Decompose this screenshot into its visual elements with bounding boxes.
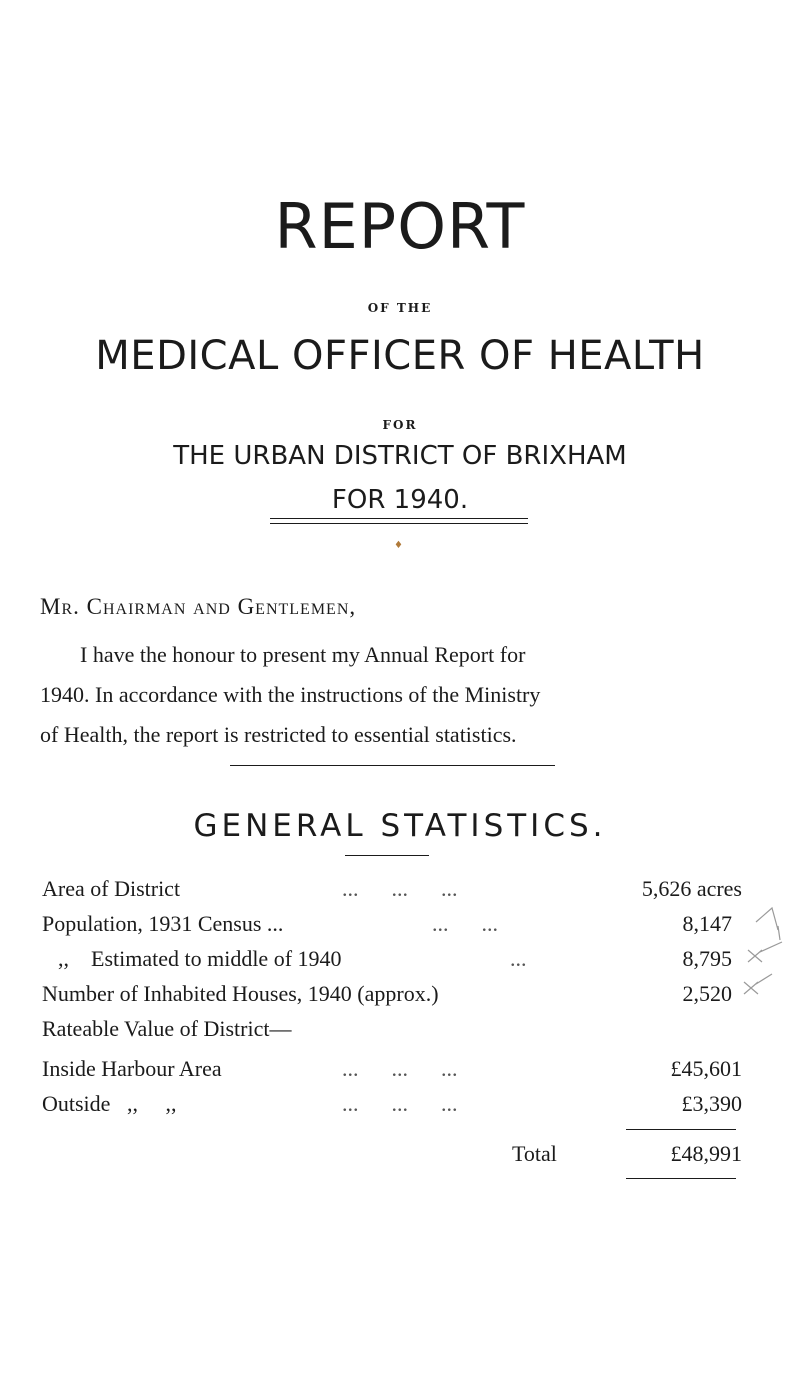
salutation: Mr. Chairman and Gentlemen, — [40, 594, 357, 619]
for-caption: FOR — [382, 418, 418, 432]
row-leader: ... ... ... — [342, 1091, 458, 1116]
total-rule-bottom — [626, 1178, 736, 1179]
pencil-tick-2 — [778, 926, 780, 940]
row-value: £3,390 — [681, 1091, 742, 1116]
letter-line-3: of Health, the report is restricted to essential statistics. — [40, 722, 517, 747]
stats-row-population-1931 — [42, 904, 742, 944]
row-leader: ... ... ... — [342, 1056, 458, 1081]
stats-row-total — [42, 1134, 742, 1174]
stats-heading: GENERAL STATISTICS. — [193, 808, 607, 844]
pencil-tick-1 — [756, 908, 778, 930]
stats-row-houses — [42, 974, 742, 1014]
stats-row-area — [42, 869, 742, 909]
heading-underline — [345, 855, 429, 856]
row-leader: ... ... ... — [342, 876, 458, 901]
letter-line-2: 1940. In accordance with the instructions of the Ministry — [40, 682, 541, 707]
row-value: 8,147 — [682, 911, 732, 936]
pencil-cross-2 — [744, 974, 772, 994]
of-the-caption: OF THE — [367, 301, 433, 315]
row-label: Number of Inhabited Houses, 1940 (approx.) — [42, 981, 439, 1006]
row-label: ,, Estimated to middle of 1940 — [58, 946, 342, 971]
row-value: 8,795 — [682, 946, 732, 971]
row-label: Population, 1931 Census ... — [42, 911, 284, 936]
row-label: Area of District — [42, 876, 181, 901]
report-title: REPORT — [274, 190, 526, 263]
pencil-marks — [742, 900, 800, 1000]
row-value: 2,520 — [682, 981, 732, 1006]
officer-title: MEDICAL OFFICER OF HEALTH — [95, 333, 705, 379]
district-title: THE URBAN DISTRICT OF BRIXHAM — [173, 441, 627, 471]
row-value: 5,626 acres — [641, 876, 742, 901]
row-value: £45,601 — [670, 1056, 742, 1081]
year-title: FOR 1940. — [331, 485, 469, 515]
pencil-cross-1 — [748, 942, 782, 962]
stats-row-inside-harbour — [42, 1049, 742, 1089]
letter-line-1: I have the honour to present my Annual Report for — [80, 642, 526, 667]
total-value: £48,991 — [670, 1141, 742, 1166]
row-label: Inside Harbour Area — [42, 1056, 222, 1081]
header-rule-bottom — [270, 523, 528, 524]
stats-row-outside — [42, 1084, 742, 1124]
header-rule-top — [270, 518, 528, 519]
total-rule-top — [626, 1129, 736, 1130]
section-divider — [230, 765, 555, 766]
row-leader: ... — [510, 946, 527, 971]
row-label: Rateable Value of District— — [42, 1016, 292, 1041]
stats-row-rateable-heading — [42, 1009, 742, 1049]
row-label: Outside ,, ,, — [42, 1091, 177, 1116]
total-label: Total — [512, 1141, 557, 1166]
ornament-mark: ♦ — [394, 540, 403, 551]
row-leader: ... ... — [432, 911, 498, 936]
stats-row-population-estimate — [42, 939, 742, 979]
